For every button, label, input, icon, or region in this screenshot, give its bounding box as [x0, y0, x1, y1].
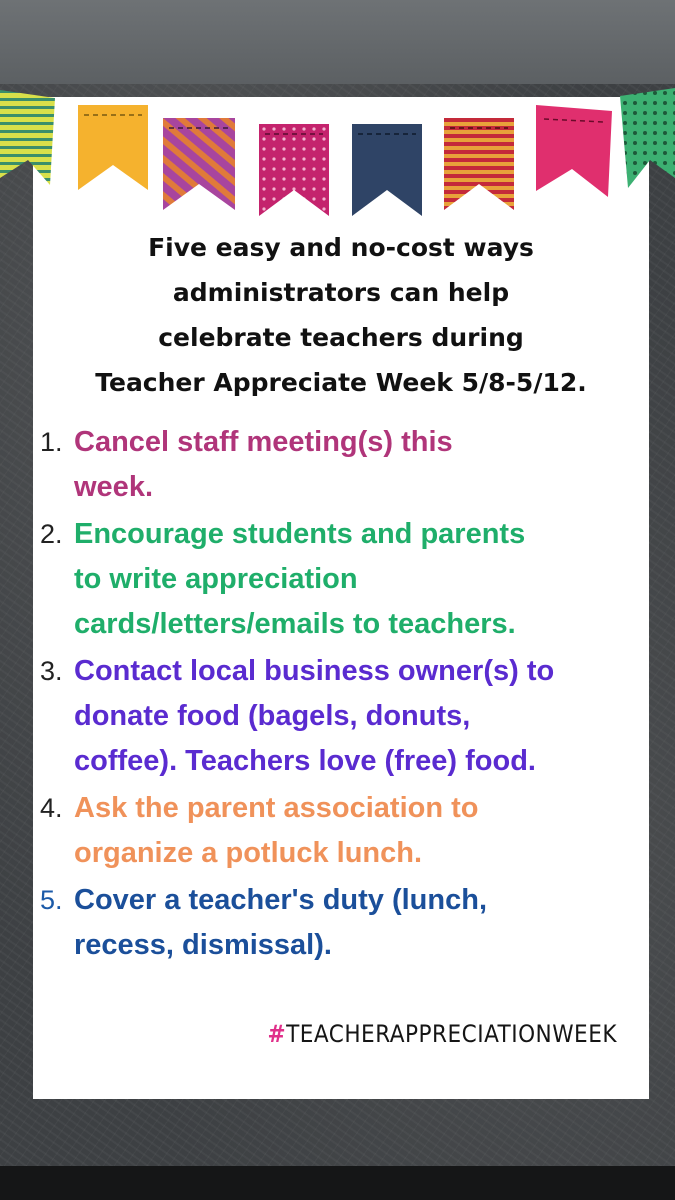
bunting-flag-navy [352, 124, 422, 216]
item-text-line: cards/letters/emails to teachers. [74, 608, 516, 640]
title-line: celebrate teachers during [158, 323, 524, 352]
bunting-flag-yellow-stripe [0, 90, 55, 185]
list-item [40, 649, 640, 784]
bunting-flag-red-stripe [444, 118, 514, 210]
hashtag-symbol: # [267, 1020, 287, 1048]
item-text-line: recess, dismissal). [74, 929, 332, 961]
page-title [33, 225, 649, 405]
item-text-line: Cancel staff meeting(s) this [74, 426, 453, 458]
item-number: 3. [40, 656, 63, 686]
item-number: 2. [40, 519, 63, 549]
item-number: 4. [40, 793, 63, 823]
item-text [74, 512, 640, 647]
item-text [74, 649, 640, 784]
list-item [40, 512, 640, 647]
item-text-line: Contact local business owner(s) to [74, 655, 555, 687]
bunting-flag-orange [78, 105, 148, 190]
bunting-flag-pink [536, 105, 612, 197]
item-text-line: coffee). Teachers love (free) food. [74, 745, 536, 777]
item-text-line: to write appreciation [74, 563, 358, 595]
top-status-bar [0, 0, 675, 84]
item-text [74, 878, 640, 968]
bunting-flag-pink-dots [259, 124, 329, 216]
item-number: 5. [40, 885, 63, 915]
list-item [40, 878, 640, 968]
item-text-line: Encourage students and parents [74, 518, 526, 550]
bunting-flag-green-dots [620, 88, 675, 188]
hashtag-text: TEACHERAPPRECIATIONWEEK [286, 1020, 617, 1048]
item-text-line: donate food (bagels, donuts, [74, 700, 471, 732]
hashtag [267, 1020, 617, 1048]
item-text-line: week. [74, 471, 153, 503]
list-item [40, 420, 640, 510]
title-line: Five easy and no-cost ways [148, 233, 534, 262]
title-line: Teacher Appreciate Week 5/8-5/12. [95, 368, 587, 397]
bunting-flag-purple-stripe [163, 118, 235, 210]
list-item [40, 786, 640, 876]
item-text-line: Ask the parent association to [74, 792, 479, 824]
item-text [74, 786, 640, 876]
item-number: 1. [40, 427, 63, 457]
item-text-line: Cover a teacher's duty (lunch, [74, 884, 488, 916]
bottom-bar [0, 1166, 675, 1200]
item-text-line: organize a potluck lunch. [74, 837, 423, 869]
title-line: administrators can help [172, 278, 510, 307]
tips-list [40, 420, 640, 970]
item-text [74, 420, 640, 510]
